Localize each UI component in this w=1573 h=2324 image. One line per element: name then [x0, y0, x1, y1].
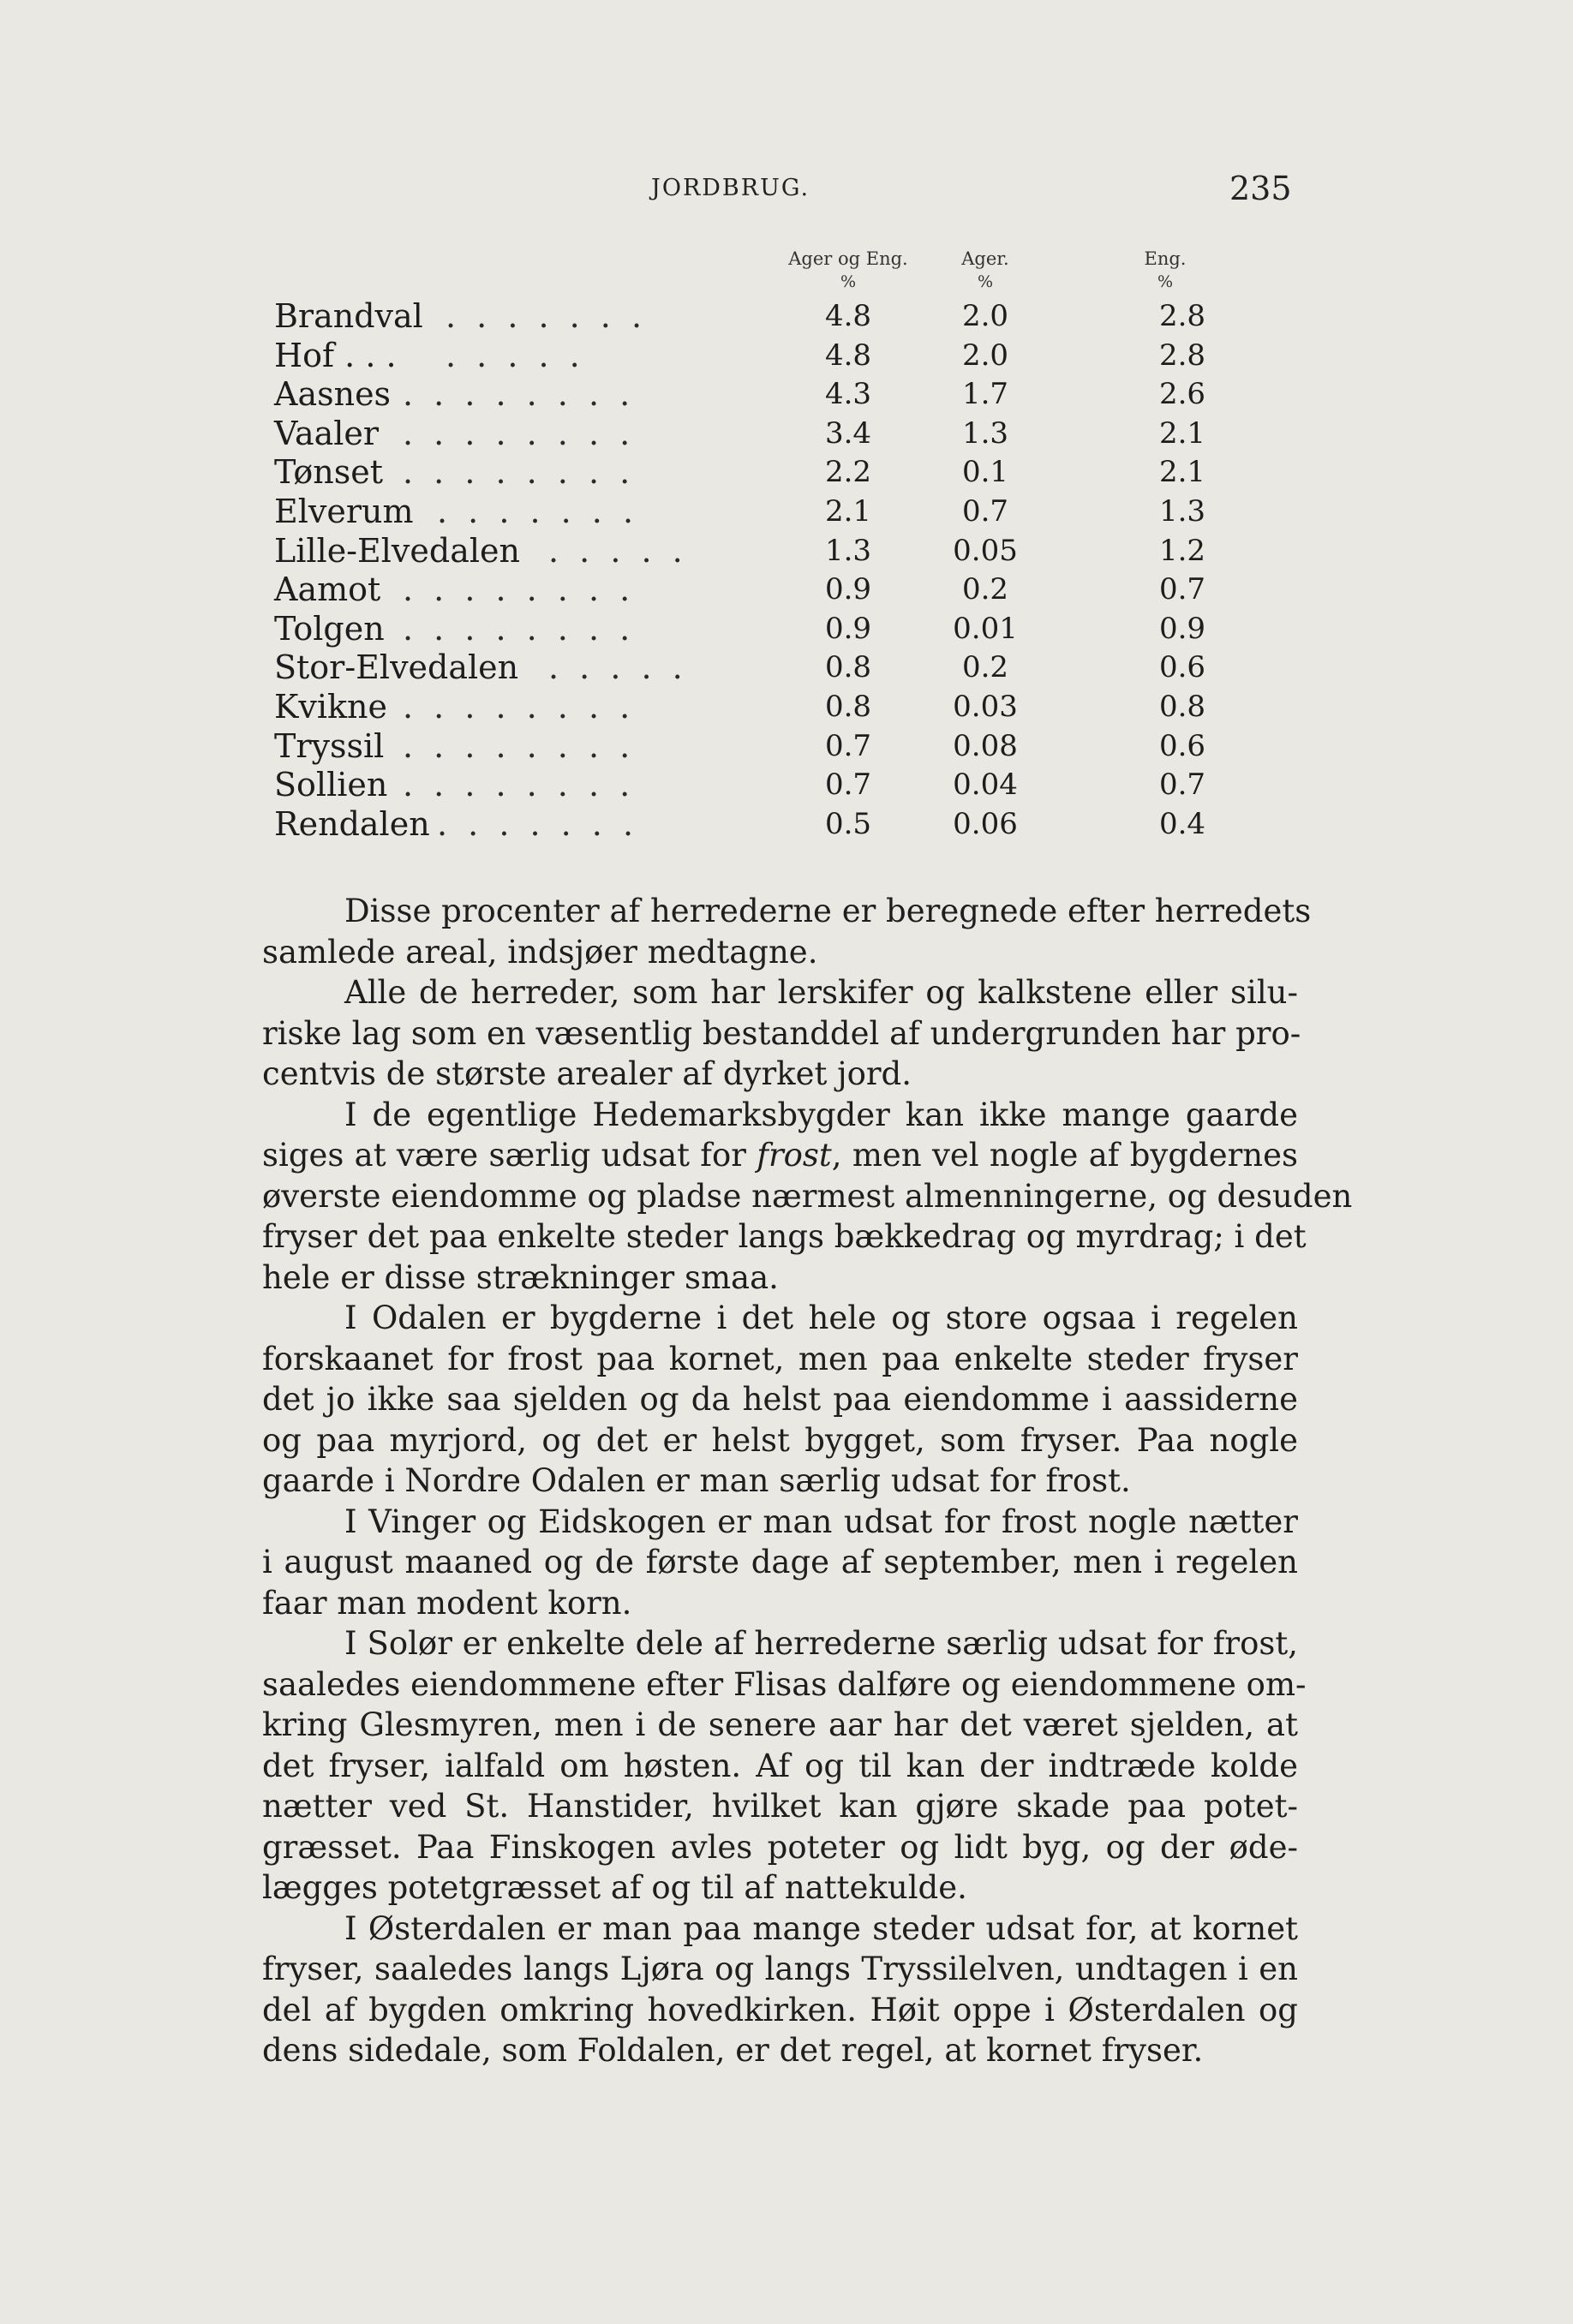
row-name: Tryssil	[274, 726, 385, 765]
row-leader-dots: . . . . . . .	[437, 804, 639, 843]
value-eng: 2.8	[1158, 299, 1206, 333]
table-row	[274, 648, 1285, 688]
text-line: lægges potetgræsset af og til af nattekulde.	[262, 1869, 967, 1906]
row-name: Brandval	[274, 297, 423, 335]
row-leader-dots: . . . . . . . .	[403, 375, 636, 414]
table-row	[274, 766, 1285, 805]
value-ager-og-eng: 4.8	[824, 299, 872, 333]
paragraph	[180, 1502, 1298, 1624]
column-header-eng	[1105, 248, 1225, 291]
text-line: riske lag som en væsentlig bestanddel af undergrunden har pro-	[262, 1014, 1301, 1052]
text-line: gaarde i Nordre Odalen er man særlig udsat for frost.	[262, 1462, 1131, 1499]
text-line: centvis de største arealer af dyrket jord.	[262, 1055, 912, 1092]
text-line: forskaanet for frost paa kornet, men paa enkelte steder fryser	[262, 1340, 1298, 1377]
text-line: nætter ved St. Hanstider, hvilket kan gjøre skade paa potet-	[262, 1788, 1298, 1825]
row-leader-dots: . . . . . . . .	[403, 609, 636, 648]
value-ager: 2.0	[961, 338, 1009, 373]
row-leader-dots: . . . . . . . .	[403, 766, 636, 804]
value-ager-og-eng: 3.4	[824, 415, 872, 451]
table-row	[274, 375, 1285, 415]
paragraph	[180, 891, 1312, 972]
table-row	[274, 415, 1285, 454]
value-ager: 0.05	[953, 533, 1018, 568]
text-line: fryser det paa enkelte steder langs bækkedrag og myrdrag; i det	[262, 1218, 1307, 1255]
row-name: Lille-Elvedalen	[274, 531, 520, 570]
text-line: i august maaned og de første dage af september, men i regelen	[262, 1544, 1298, 1580]
paragraph	[180, 1095, 1353, 1299]
table-row	[274, 493, 1285, 532]
table-row	[274, 688, 1285, 727]
value-ager: 0.06	[953, 806, 1018, 841]
value-eng: 0.7	[1158, 572, 1206, 607]
value-eng: 2.8	[1158, 338, 1206, 373]
column-header-ager	[925, 248, 1045, 291]
text-line: I Solør er enkelte dele af herrederne særlig udsat for frost,	[344, 1625, 1298, 1662]
row-leader-dots: . . . . .	[446, 336, 585, 374]
column-header-label: Ager og Eng.	[788, 248, 908, 269]
text-line: saaledes eiendommene efter Flisas dalføre og eiendommene om-	[262, 1665, 1307, 1703]
text-line: siges at være særlig udsat for frost, men vel nogle af bygdernes	[262, 1137, 1298, 1174]
row-name: Elverum	[274, 492, 414, 530]
column-header-label: Eng.	[1144, 248, 1187, 269]
paragraph	[180, 972, 1301, 1095]
table-row	[274, 297, 1285, 337]
paragraph	[180, 1623, 1307, 1909]
text-line: og paa myrjord, og det er helst bygget, som fryser. Paa nogle	[262, 1421, 1298, 1459]
value-ager: 0.7	[961, 493, 1009, 529]
value-ager-og-eng: 1.3	[824, 533, 872, 568]
value-eng: 0.9	[1158, 611, 1206, 646]
row-name: Tolgen	[274, 609, 385, 648]
row-name: Aamot	[274, 571, 381, 609]
table-column-headers	[274, 248, 1285, 300]
row-leader-dots: . . . . . . . .	[403, 687, 636, 726]
row-leader-dots: . . . . . . . .	[403, 726, 636, 765]
value-ager-og-eng: 0.5	[824, 806, 872, 841]
text-line: øverste eiendomme og pladse nærmest almenningerne, og desuden	[262, 1177, 1353, 1215]
row-leader-dots: . . . . . . .	[437, 492, 639, 530]
row-name: Sollien	[274, 766, 388, 804]
row-name: Tønset	[274, 453, 384, 492]
row-name: Vaaler	[274, 414, 380, 452]
table-row	[274, 532, 1285, 571]
value-ager: 1.7	[961, 377, 1009, 412]
table-row	[274, 610, 1285, 649]
value-ager: 0.1	[961, 455, 1009, 490]
text-line: Disse procenter af herrederne er beregnede efter herredets	[344, 893, 1312, 929]
value-eng: 0.8	[1158, 689, 1206, 724]
row-name: Hof . . .	[274, 336, 397, 374]
emphasized-word: frost	[757, 1137, 832, 1174]
text-line: fryser, saaledes langs Ljøra og langs Tryssilelven, undtagen i en	[262, 1951, 1298, 1987]
row-name: Aasnes	[274, 375, 392, 414]
row-leader-dots: . . . . . . . .	[403, 414, 636, 452]
table-row	[274, 727, 1285, 767]
paragraph	[180, 1909, 1298, 2071]
table-row	[274, 337, 1285, 376]
value-ager-og-eng: 4.8	[824, 338, 872, 373]
column-header-unit: %	[840, 272, 857, 291]
value-ager-og-eng: 0.9	[824, 572, 872, 607]
value-ager-og-eng: 0.8	[824, 650, 872, 685]
row-name: Stor-Elvedalen	[274, 648, 519, 687]
value-ager: 0.04	[953, 768, 1018, 803]
value-eng: 1.2	[1158, 533, 1206, 568]
text-line: kring Glesmyren, men i de senere aar har det været sjelden, at	[262, 1706, 1298, 1743]
value-ager-og-eng: 2.2	[824, 455, 872, 490]
text-line: I Vinger og Eidskogen er man udsat for frost nogle nætter	[344, 1503, 1298, 1540]
table-body	[274, 297, 1285, 844]
text-line: dens sidedale, som Foldalen, er det regel, at kornet fryser.	[262, 2032, 1204, 2069]
text-line: Alle de herreder, som har lerskifer og kalkstene eller silu-	[344, 974, 1298, 1011]
value-ager-og-eng: 4.3	[824, 377, 872, 412]
text-line: samlede areal, indsjøer medtagne.	[262, 933, 818, 971]
table-row	[274, 571, 1285, 610]
value-eng: 2.1	[1158, 455, 1206, 490]
value-ager: 1.3	[961, 415, 1009, 451]
running-title: JORDBRUG.	[651, 175, 810, 201]
text-line: hele er disse strækninger smaa.	[262, 1258, 779, 1296]
value-ager: 0.08	[953, 728, 1018, 763]
row-leader-dots: . . . . . . . .	[403, 571, 636, 609]
row-leader-dots: . . . . .	[548, 648, 688, 687]
value-eng: 0.6	[1158, 728, 1206, 763]
text-line: I Odalen er bygderne i det hele og store ogsaa i regelen	[344, 1299, 1298, 1336]
text-line: del af bygden omkring hovedkirken. Høit oppe i Østerdalen og	[262, 1991, 1298, 2028]
text-line: det fryser, ialfald om høsten. Af og til kan der indtræde kolde	[262, 1747, 1298, 1784]
page-number: 235	[1229, 170, 1292, 207]
value-eng: 2.1	[1158, 415, 1206, 451]
row-leader-dots: . . . . .	[548, 531, 688, 570]
value-ager-og-eng: 0.7	[824, 768, 872, 803]
value-eng: 0.6	[1158, 650, 1206, 685]
value-ager-og-eng: 0.9	[824, 611, 872, 646]
value-ager: 0.01	[953, 611, 1018, 646]
text-line: I Østerdalen er man paa mange steder udsat for, at kornet	[344, 1909, 1298, 1947]
table-row	[274, 805, 1285, 845]
value-eng: 2.6	[1158, 377, 1206, 412]
value-ager-og-eng: 0.8	[824, 689, 872, 724]
column-header-label: Ager.	[961, 248, 1009, 269]
row-leader-dots: . . . . . . . .	[403, 453, 636, 492]
value-eng: 1.3	[1158, 493, 1206, 529]
row-name: Rendalen	[274, 804, 430, 843]
value-ager-og-eng: 2.1	[824, 493, 872, 529]
table-row	[274, 453, 1285, 493]
value-ager: 0.03	[953, 689, 1018, 724]
column-header-ager-og-eng	[754, 248, 942, 291]
paragraph	[180, 1298, 1298, 1502]
column-header-unit: %	[977, 272, 994, 291]
value-ager: 2.0	[961, 299, 1009, 333]
value-ager: 0.2	[961, 650, 1009, 685]
row-name: Kvikne	[274, 687, 387, 726]
value-ager-og-eng: 0.7	[824, 728, 872, 763]
body-text	[180, 891, 1353, 2071]
text-line: faar man modent korn.	[262, 1584, 632, 1622]
running-head	[0, 170, 1573, 212]
column-header-unit: %	[1157, 272, 1174, 291]
text-line: det jo ikke saa sjelden og da helst paa eiendomme i aassiderne	[262, 1381, 1298, 1418]
row-leader-dots: . . . . . . .	[446, 297, 648, 335]
text-line: I de egentlige Hedemarksbygder kan ikke mange gaarde	[344, 1096, 1298, 1133]
value-eng: 0.4	[1158, 806, 1206, 841]
text-line: græsset. Paa Finskogen avles poteter og lidt byg, og der øde-	[262, 1828, 1298, 1866]
value-eng: 0.7	[1158, 768, 1206, 803]
value-ager: 0.2	[961, 572, 1009, 607]
